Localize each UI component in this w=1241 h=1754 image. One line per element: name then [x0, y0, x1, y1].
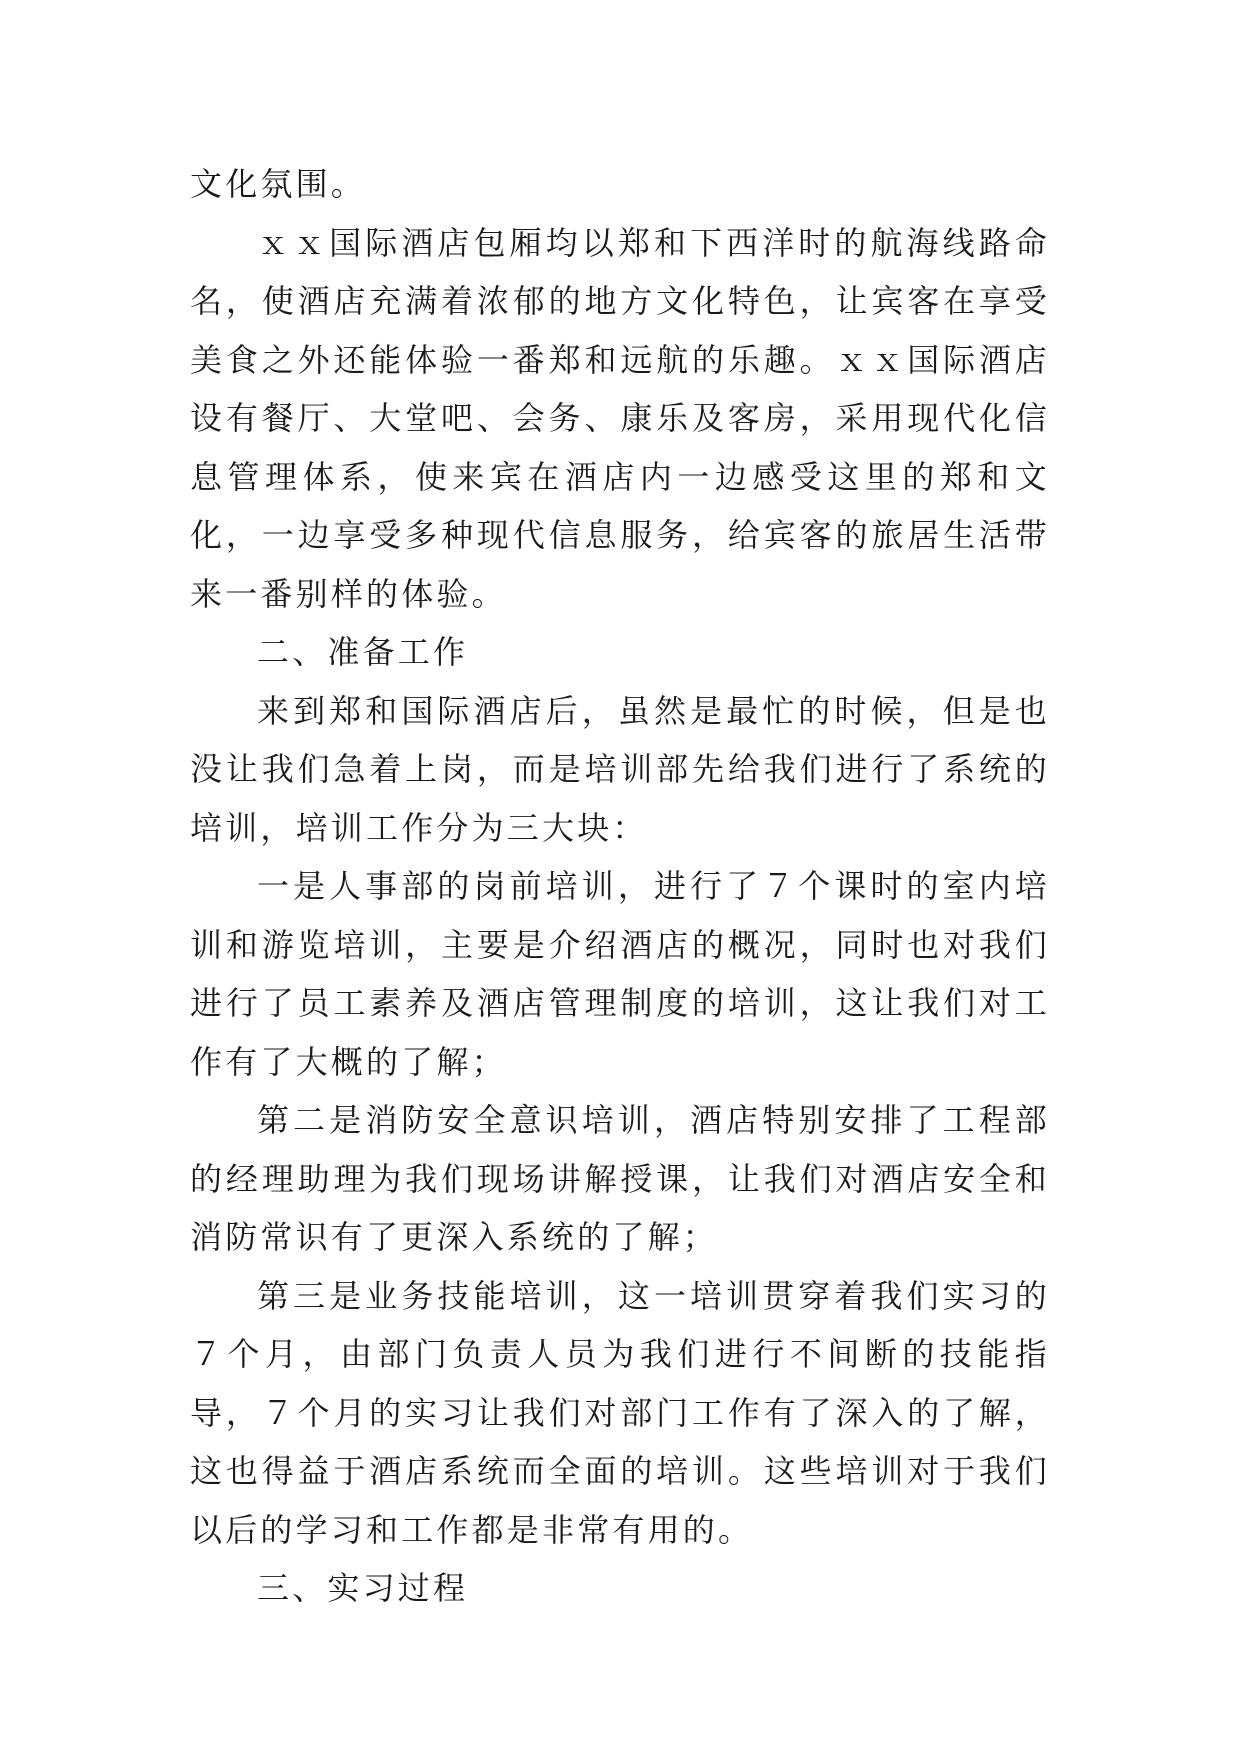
- section-heading-preparation: 二、准备工作: [257, 633, 469, 671]
- paragraph-continuation: 文化氛围。: [190, 165, 367, 203]
- paragraph-training-hr: 一是人事部的岗前培训，进行了７个课时的室内培训和游览培训，主要是介绍酒店的概况，同时也对我们进行了员工素养及酒店管理制度的培训，这让我们对工作有了大概的了解；: [190, 867, 1050, 1081]
- paragraph-training-fire-safety: 第二是消防安全意识培训，酒店特别安排了工程部的经理助理为我们现场讲解授课，让我们对酒店安全和消防常识有了更深入系统的了解；: [190, 1101, 1050, 1256]
- section-heading-internship-process: 三、实习过程: [257, 1569, 469, 1607]
- document-body: [190, 155, 1050, 1618]
- paragraph-training-intro: 来到郑和国际酒店后，虽然是最忙的时候，但是也没让我们急着上岗，而是培训部先给我们进行了系统的培训，培训工作分为三大块：: [190, 691, 1050, 847]
- paragraph-hotel-description: ｘｘ国际酒店包厢均以郑和下西洋时的航海线路命名，使酒店充满着浓郁的地方文化特色，让宾客在享受美食之外还能体验一番郑和远航的乐趣。ｘｘ国际酒店设有餐厅、大堂吧、会务、康乐及客房，采用现代化信息管理体系，使来宾在酒店内一边感受这里的郑和文化，一边享受多种现代信息服务，给宾客的旅居生活带来一番别样的体验。: [190, 223, 1050, 613]
- paragraph-training-skills: 第三是业务技能培训，这一培训贯穿着我们实习的７个月，由部门负责人员为我们进行不间断的技能指导，７个月的实习让我们对部门工作有了深入的了解，这也得益于酒店系统而全面的培训。这些培训对于我们以后的学习和工作都是非常有用的。: [190, 1276, 1050, 1549]
